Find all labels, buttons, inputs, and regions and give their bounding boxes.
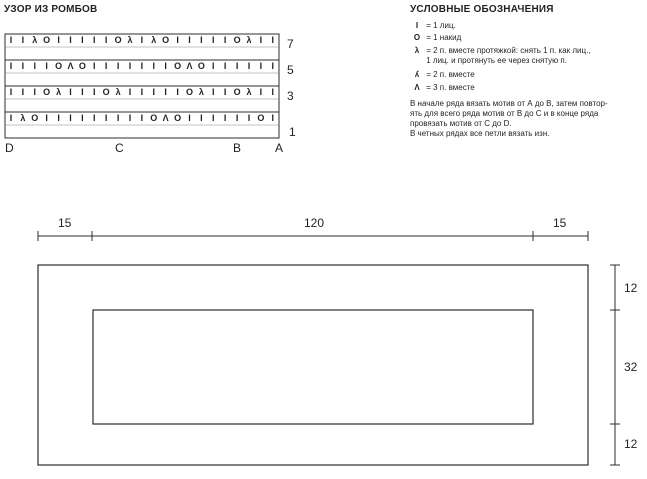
- legend-item-k2tog: λ = 2 п. вместе: [410, 70, 475, 79]
- decrease-icon: λ: [246, 35, 252, 45]
- right-dimension-line: [610, 265, 620, 465]
- knit-stitch-icon: I: [57, 35, 60, 45]
- yarn-over-icon: O: [55, 61, 63, 71]
- knit-stitch-icon: I: [247, 61, 251, 71]
- yarn-over-icon: O: [233, 35, 241, 45]
- knit-stitch-icon: I: [271, 61, 275, 71]
- note-line-1: В начале ряда вязать мотив от А до В, затем повтор-: [410, 99, 608, 108]
- knit-stitch-icon: I: [33, 61, 37, 71]
- row-number-5: 5: [287, 63, 294, 77]
- knit-stitch-icon: I: [212, 61, 215, 71]
- decrease-icon: λ: [32, 35, 38, 45]
- legend-item-ssk-continued: 1 лиц. и протянуть ее через снятую п.: [426, 56, 567, 65]
- decrease-icon: λ: [127, 35, 133, 45]
- knit-stitch-icon: I: [271, 113, 275, 123]
- ssk-decrease-icon: λ: [414, 46, 420, 55]
- knit-stitch-icon: I: [45, 113, 48, 123]
- knit-stitch-icon: I: [81, 113, 84, 123]
- knit-stitch-icon: I: [69, 113, 72, 123]
- row-number-7: 7: [287, 37, 294, 51]
- legend-item-knit: I = 1 лиц.: [410, 21, 456, 30]
- knit-stitch-icon: I: [235, 113, 239, 123]
- knit-stitch-icon: I: [140, 113, 144, 123]
- knit-stitch-icon: I: [212, 35, 215, 45]
- knit-stitch-icon: I: [212, 113, 215, 123]
- yarn-over-icon: O: [162, 35, 170, 45]
- knit-stitch-icon: I: [212, 87, 215, 97]
- yarn-over-icon: O: [31, 113, 39, 123]
- yarn-over-icon: O: [185, 87, 193, 97]
- marker-d: D: [5, 141, 14, 155]
- dimension-top-left: 15: [58, 216, 72, 230]
- knit-stitch-icon: I: [93, 35, 96, 45]
- yarn-over-icon: O: [413, 33, 421, 42]
- marker-b: B: [233, 141, 242, 155]
- note-line-2: ять для всего ряда мотив от В до С и в конце ряда: [410, 109, 599, 118]
- knit-stitch-icon: I: [247, 113, 251, 123]
- yarn-over-icon: O: [78, 61, 86, 71]
- yarn-over-icon: O: [257, 113, 265, 123]
- k3tog-decrease-icon: Λ: [414, 83, 420, 92]
- knit-stitch-icon: I: [128, 87, 132, 97]
- knit-stitch-icon: I: [116, 61, 120, 71]
- knit-stitch-icon: I: [415, 21, 419, 30]
- decrease-icon: λ: [246, 87, 252, 97]
- yarn-over-icon: O: [43, 87, 51, 97]
- knit-stitch-icon: I: [164, 61, 167, 71]
- knit-stitch-icon: I: [200, 113, 203, 123]
- yarn-over-icon: O: [197, 61, 205, 71]
- knit-stitch-icon: I: [128, 113, 132, 123]
- knit-stitch-icon: I: [21, 61, 25, 71]
- knit-stitch-icon: I: [116, 113, 120, 123]
- knit-stitch-icon: I: [140, 35, 144, 45]
- knit-stitch-icon: I: [81, 87, 84, 97]
- marker-c: C: [115, 141, 124, 155]
- knit-stitch-icon: I: [223, 113, 227, 123]
- note-line-3: провязать мотив от С до D.: [410, 119, 512, 128]
- knit-stitch-icon: I: [188, 113, 191, 123]
- knit-stitch-icon: I: [223, 87, 227, 97]
- knit-stitch-icon: I: [188, 35, 191, 45]
- scarf-outline: [38, 265, 588, 465]
- knit-stitch-icon: I: [128, 61, 132, 71]
- decrease-icon: λ: [20, 113, 26, 123]
- decrease-icon: λ: [56, 87, 62, 97]
- legend-item-ssk: λ = 2 п. вместе протяжкой: снять 1 п. как лиц.,: [410, 46, 591, 55]
- yarn-over-icon: O: [233, 87, 241, 97]
- dimension-right-bottom: 12: [624, 437, 638, 451]
- knit-stitch-icon: I: [104, 35, 108, 45]
- top-dimension-line: [38, 231, 588, 241]
- knit-stitch-icon: I: [176, 35, 179, 45]
- dimension-top-right: 15: [553, 216, 567, 230]
- k3tog-decrease-icon: Λ: [162, 113, 169, 123]
- dimension-right-top: 12: [624, 281, 638, 295]
- knit-stitch-icon: I: [152, 87, 156, 97]
- knit-stitch-icon: I: [104, 61, 108, 71]
- knit-stitch-icon: I: [9, 113, 13, 123]
- k3tog-decrease-icon: Λ: [67, 61, 74, 71]
- k2tog-decrease-icon: λ: [414, 70, 420, 79]
- knit-stitch-icon: I: [93, 113, 96, 123]
- knit-stitch-icon: I: [271, 35, 275, 45]
- knit-stitch-icon: I: [9, 35, 13, 45]
- knit-stitch-icon: I: [140, 87, 144, 97]
- knit-stitch-icon: I: [33, 87, 37, 97]
- knit-stitch-icon: I: [200, 35, 203, 45]
- note-line-4: В четных рядах все петли вязать изн.: [410, 129, 550, 138]
- yarn-over-icon: O: [114, 35, 122, 45]
- knit-stitch-icon: I: [259, 87, 263, 97]
- row-number-3: 3: [287, 89, 294, 103]
- yarn-over-icon: O: [150, 113, 158, 123]
- k3tog-decrease-icon: Λ: [186, 61, 193, 71]
- decrease-icon: λ: [151, 35, 157, 45]
- chart-title: УЗОР ИЗ РОМБОВ: [4, 4, 98, 15]
- row-number-1: 1: [289, 125, 296, 139]
- knit-stitch-icon: I: [235, 61, 239, 71]
- legend-title: УСЛОВНЫЕ ОБОЗНАЧЕНИЯ: [410, 4, 554, 15]
- dimension-right-mid: 32: [624, 360, 638, 374]
- knit-stitch-icon: I: [223, 61, 227, 71]
- knit-stitch-icon: I: [9, 61, 13, 71]
- dimension-top-mid: 120: [304, 216, 325, 230]
- knit-stitch-icon: I: [81, 35, 84, 45]
- knit-stitch-icon: I: [152, 61, 156, 71]
- knit-stitch-icon: I: [223, 35, 227, 45]
- knit-stitch-icon: I: [164, 87, 167, 97]
- knit-stitch-icon: I: [259, 35, 263, 45]
- yarn-over-icon: O: [102, 87, 110, 97]
- decrease-icon: λ: [115, 87, 121, 97]
- legend-item-yarn-over: O = 1 накид: [410, 33, 461, 42]
- knit-stitch-icon: I: [104, 113, 108, 123]
- knit-stitch-icon: I: [69, 87, 72, 97]
- decrease-icon: λ: [198, 87, 204, 97]
- knit-stitch-icon: I: [176, 87, 179, 97]
- knit-stitch-icon: I: [140, 61, 144, 71]
- knit-stitch-icon: I: [9, 87, 13, 97]
- knit-stitch-icon: I: [259, 61, 263, 71]
- marker-a: A: [275, 141, 284, 155]
- knit-stitch-icon: I: [21, 35, 25, 45]
- knit-stitch-icon: I: [21, 87, 25, 97]
- yarn-over-icon: O: [174, 61, 182, 71]
- knit-stitch-icon: I: [57, 113, 60, 123]
- legend-item-k3tog: Λ = 3 п. вместе: [410, 83, 475, 92]
- knit-stitch-icon: I: [93, 87, 96, 97]
- knit-stitch-icon: I: [93, 61, 96, 71]
- knit-stitch-icon: I: [45, 61, 48, 71]
- knit-stitch-icon: I: [69, 35, 72, 45]
- knit-stitch-icon: I: [271, 87, 275, 97]
- yarn-over-icon: O: [43, 35, 51, 45]
- yarn-over-icon: O: [174, 113, 182, 123]
